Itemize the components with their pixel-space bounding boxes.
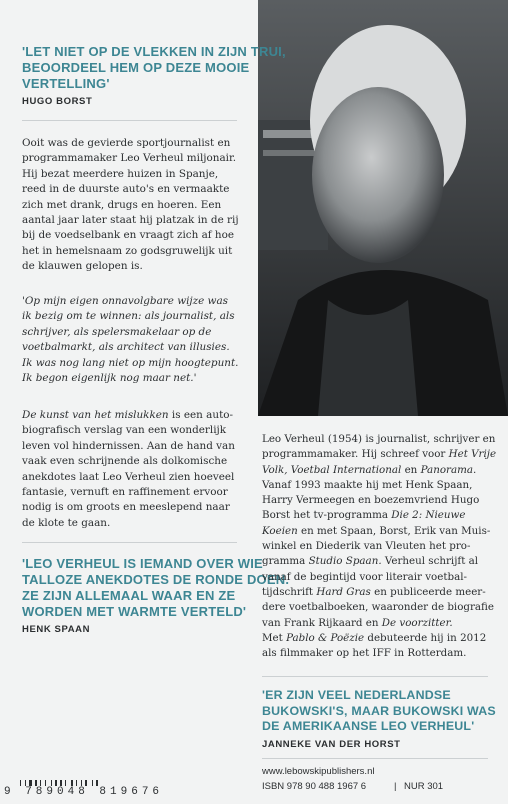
- quote-mid-line2: TALLOZE ANEKDOTES DE RONDE DOEN.: [22, 572, 290, 587]
- bio-line: [262, 447, 506, 462]
- quote-top-author: HUGO BORST: [22, 96, 93, 107]
- bio-line: dere voetbalboeken, waaronder de biografie: [262, 601, 495, 614]
- bio-text: en met Spaan, Borst, Erik van Muis-: [297, 524, 491, 537]
- description-paragraph: [22, 408, 257, 531]
- bio-paragraph: [262, 432, 506, 661]
- bio-text: Borst het tv-programma: [262, 509, 392, 522]
- bio-line: vanaf de begintijd voor literair voetbal-: [262, 570, 467, 583]
- bio-text: tijdschrift: [262, 585, 317, 598]
- bio-text: van Frank Rijkaard en: [262, 616, 382, 629]
- bio-line: [262, 554, 506, 569]
- quote-mid-line1: 'LEO VERHEUL IS IEMAND OVER WIE: [22, 556, 263, 571]
- bio-title: Volk, Voetbal International: [262, 463, 402, 476]
- isbn-text: ISBN 978 90 488 1967 6: [262, 781, 367, 792]
- bio-line: [262, 585, 506, 600]
- bio-line: [262, 631, 506, 646]
- bio-text: gramma: [262, 555, 309, 568]
- bio-title: Panorama.: [420, 463, 477, 476]
- bio-text: Verheul schrijft al: [381, 555, 479, 568]
- publisher-url[interactable]: www.lebowskipublishers.nl: [262, 766, 375, 777]
- bio-text: programmamaker. Hij schreef voor: [262, 448, 449, 461]
- bio-line: [262, 463, 506, 478]
- barcode-digits: 9 789048 819676: [4, 786, 164, 798]
- bio-line: Leo Verheul (1954) is journalist, schrijver en: [262, 433, 496, 445]
- bio-line: als filmmaker op het IFF in Rotterdam.: [262, 647, 467, 660]
- quote-top-line3: VERTELLING': [22, 76, 110, 91]
- quote-bottom-line2: BUKOWSKI'S, MAAR BUKOWSKI WAS: [262, 703, 496, 718]
- quote-mid-line4: WORDEN MET WARMTE VERTELD': [22, 604, 247, 619]
- quote-top-line1: 'LET NIET OP DE VLEKKEN IN ZIJN TRUI,: [22, 44, 286, 59]
- bio-title: Studio Spaan.: [308, 555, 382, 568]
- book-title: De kunst van het mislukken: [22, 409, 169, 421]
- bio-text: debuteerde hij in 2012: [364, 631, 487, 644]
- quote-bottom: [262, 688, 496, 752]
- bio-title: Het Vrije: [448, 448, 497, 461]
- nur-text: NUR 301: [404, 781, 444, 792]
- bio-line: Harry Vermeegen en boezemvriend Hugo: [262, 494, 480, 507]
- divider-top: [22, 120, 237, 121]
- bio-title: Koeien: [262, 524, 298, 537]
- intro-paragraph: Ooit was de gevierde sportjournalist en programmamaker Leo Verheul miljonair. Hij bezat meerdere huizen in Spanje, reed in de duurste auto's en vermaakte zich met drank, drugs en hoeren. Een aantal jaar later staat hij platzak in de rij bij de voedselbank en vraagt zich af hoe het in hemelsnaam zo godsgruwelijk uit de klauwen gelopen is.: [22, 137, 239, 273]
- quote-mid-author: HENK SPAAN: [22, 624, 91, 635]
- isbn-separator: |: [394, 781, 397, 792]
- quote-bottom-line3: DE AMERIKAANSE LEO VERHEUL': [262, 719, 475, 733]
- quote-mid-line3: ZE ZIJN ALLEMAAL WAAR EN ZE: [22, 588, 236, 603]
- author-photo: [258, 0, 508, 416]
- quote-bottom-line1: 'ER ZIJN VEEL NEDERLANDSE: [262, 688, 451, 702]
- description-text: is een auto- biografisch verslag van een wonderlijk leven vol hindernissen. Aan de hand van vaak even schrijnende als dolkomische anekdotes laat Leo Verheul zien hoeveel fantasie, vernuft en raffinement ervoor nodig is om groots en meeslepend naar de klote te gaan.: [22, 409, 235, 529]
- bio-text: en publiceerde meer-: [370, 585, 486, 598]
- bio-line: [262, 616, 506, 631]
- divider-mid: [22, 542, 237, 543]
- divider-right: [262, 676, 488, 677]
- quote-top-line2: BEOORDEEL HEM OP DEZE MOOIE: [22, 60, 250, 75]
- quote-top: [22, 44, 286, 110]
- bio-text: en: [401, 463, 421, 476]
- bio-text: Met: [262, 631, 287, 644]
- divider-bottom: [262, 758, 488, 759]
- barcode: [0, 780, 250, 800]
- bio-line: [262, 524, 506, 539]
- inner-quote: 'Op mijn eigen onnavolgbare wijze was ik bezig om te winnen: als journalist, als schrijver, als spelersmakelaar op de voetbalmarkt, als architect van illusies. Ik was nog lang niet op mijn hoogtepunt. Ik begon eigenlijk nog maar net.': [22, 295, 239, 385]
- bio-title: Pablo & Poëzie: [286, 631, 365, 644]
- bio-line: winkel en Diederik van Vleuten het pro-: [262, 540, 471, 553]
- bio-title: De voorzitter.: [381, 616, 453, 629]
- bio-line: Vanaf 1993 maakte hij met Henk Spaan,: [262, 478, 473, 491]
- bio-line: [262, 508, 506, 523]
- bio-title: Die 2: Nieuwe: [391, 509, 466, 522]
- bio-title: Hard Gras: [316, 585, 371, 598]
- quote-bottom-author: JANNEKE VAN DER HORST: [262, 738, 401, 750]
- quote-mid: [22, 556, 289, 638]
